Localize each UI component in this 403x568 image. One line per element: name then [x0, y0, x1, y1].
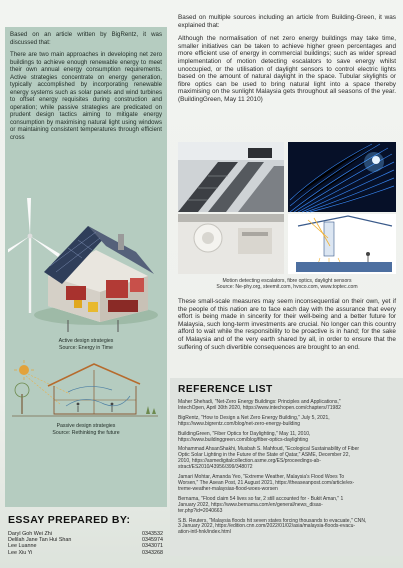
reference-line: IntechOpen, April 30th 2020, https://www.intechopen.com/chapters/71982	[178, 404, 341, 411]
reference-item	[178, 416, 394, 428]
reference-list-title: REFERENCE LIST	[178, 384, 273, 395]
reference-line: https://www.buildinggreen.com/blog/fiber-optics-daylighting	[178, 436, 309, 443]
author-id: 0343071	[142, 543, 163, 550]
reference-list	[178, 400, 394, 540]
reference-item	[178, 475, 394, 493]
reference-line: BigRentz, "How to Design a Net Zero Energy Building," July 5, 2021,	[178, 414, 330, 421]
reference-line: January 2022, https://www.bernama.com/en/general/news_disas-	[178, 501, 323, 508]
left-intro-box	[5, 27, 167, 189]
right-closing-text	[178, 298, 396, 351]
author-name: Lee Xiu Yi	[8, 549, 33, 556]
photo-caption	[178, 278, 396, 291]
reference-item	[178, 497, 394, 515]
reference-line: Maher Shehadi, "Net-Zero Energy Buildings: Principles and Applications,"	[178, 399, 341, 405]
fibre-optics-photo	[288, 142, 396, 212]
reference-line: stract/ES2010/43956/399/348072	[178, 464, 253, 471]
caption-passive-title: Passive design strategies	[56, 423, 116, 429]
reference-line: S.B. Reuters, "Malaysia floods hit seven states forcing thousands to evacuate," CNN,	[178, 517, 367, 524]
caption-active-source: Source: Energy in Time	[59, 344, 113, 351]
right-para-2: Although the normalisation of net zero energy buildings may take time, smaller initiatives can be taken to achieve higher green percentages and more efficient use of energy in commercial buildings; such as wider spread implementation of motion detecting escalators to save energy whilst unoccupied, or the utilisation of daylight sensors to control electric lights based on the amount of natural daylight in the space. Tubular skylights or fibre optics can be used to bring natural light into a space thereby maximising on the sunlight Malaysia gets throughout all seasons of the year. (BuildingGreen, May 11 2010)	[178, 35, 396, 103]
left-body: There are two main approaches in developing net zero buildings to achieve enough renewable energy to meet their own annual energy consumption requirements. Active strategies concentrate on energy generation, typically accomplished by incorporating renewable energy systems such as solar panels and wind turbines to offset energy requisites during construction and operation; while passive strategies are predicated on prudent design tactics aiming to mitigate energy consumption by maximising natural light using windows or maintaining consistent temperatures through efficient cross	[10, 51, 162, 141]
reference-item	[178, 432, 394, 444]
reference-item	[178, 519, 394, 537]
passive-design-illustration	[8, 356, 164, 420]
author-ids	[142, 531, 163, 556]
caption-passive	[8, 423, 164, 436]
skylight-diagram	[288, 214, 396, 274]
reference-line: treme-weather-malaysias-flood-woes-worsen	[178, 485, 278, 492]
daylight-sensor-photo	[178, 214, 284, 274]
right-column-text	[178, 14, 396, 110]
reference-line: 3 January 2022, https://edition.cnn.com/2022/01/02/asia/malaysia-floods-evacu-	[178, 523, 356, 530]
author-id: 0343268	[142, 549, 163, 556]
reference-item	[178, 447, 394, 471]
author-name: Lee Luanne	[8, 543, 37, 550]
author-name: Daryl Goh Wei Zhi	[8, 531, 52, 537]
reference-line: 2010, https://asmedigitalcollection.asme.org/ES/proceedings-ab-	[178, 458, 321, 465]
reference-line: ter.php?id=2040663	[178, 507, 223, 514]
essay-prepared-title: ESSAY PREPARED BY:	[8, 514, 131, 526]
caption-passive-source: Source: Rethinking the future	[52, 429, 120, 436]
author-id: 0345974	[142, 537, 163, 544]
author-names	[8, 531, 71, 556]
reference-line: Bernama, "Flood claim 54 lives so far, 2 still accounted for - Bukit Aman," 1	[178, 495, 344, 502]
reference-line: Jamari Mohtar, Amanda Yeo, "Extreme Weather, Malaysia's Flood Woes To	[178, 474, 345, 481]
caption-active-title: Active design strategies	[58, 338, 114, 344]
reference-line: BuildingGreen, "Fiber Optics for Daylighting," May 11, 2010,	[178, 430, 311, 437]
photo-collage	[178, 142, 396, 276]
active-design-illustration	[8, 188, 164, 334]
photo-caption-title: Motion detecting escalators, fibre optics, daylight sensors	[222, 278, 352, 284]
right-para-1: Based on multiple sources including an article from Building-Green, it was explained that:	[178, 14, 396, 29]
reference-line: ation-intl-hnk/index.html	[178, 529, 231, 536]
photo-caption-source: Source: Ne-phy.org, steemit.com, hvxco.com, www.toptec.com	[216, 284, 358, 291]
right-para-3: These small-scale measures may seem inconsequential on their own, yet if the people of this nation are to face each day with the assurance that every effort is being made in sincerity for their well-being and a better future for Malaysia, such long-term investments are crucial. No longer can this country afford to wait while the responsibility to be proactive is in hand; for the sake of Malaysia and of the very earth shared by all, in order to ensure that the suffering of such divertible consequences are brought to an end.	[178, 298, 396, 351]
reference-item	[178, 400, 394, 412]
author-id: 0343532	[142, 531, 163, 537]
reference-line: Mohammad AhsanShakhi, Musbah S. Mahfoud, "Ecological Sustainability of Fiber	[178, 446, 360, 453]
reference-line: Worsen," The Asean Post, 21 August 2021, https://theaseanpost.com/article/ex-	[178, 479, 355, 486]
left-intro: Based on an article written by BigRentz, it was discussed that:	[10, 31, 162, 46]
author-name: Delilah Jane Tan Hui Shan	[8, 537, 72, 544]
reference-line: https://www.bigrentz.com/blog/net-zero-energy-building	[178, 420, 301, 427]
escalator-photo	[178, 142, 284, 212]
reference-line: Optic Solar Lighting in the Future of the State of Qatar," ASME, December 22,	[178, 452, 350, 459]
caption-active	[8, 338, 164, 351]
